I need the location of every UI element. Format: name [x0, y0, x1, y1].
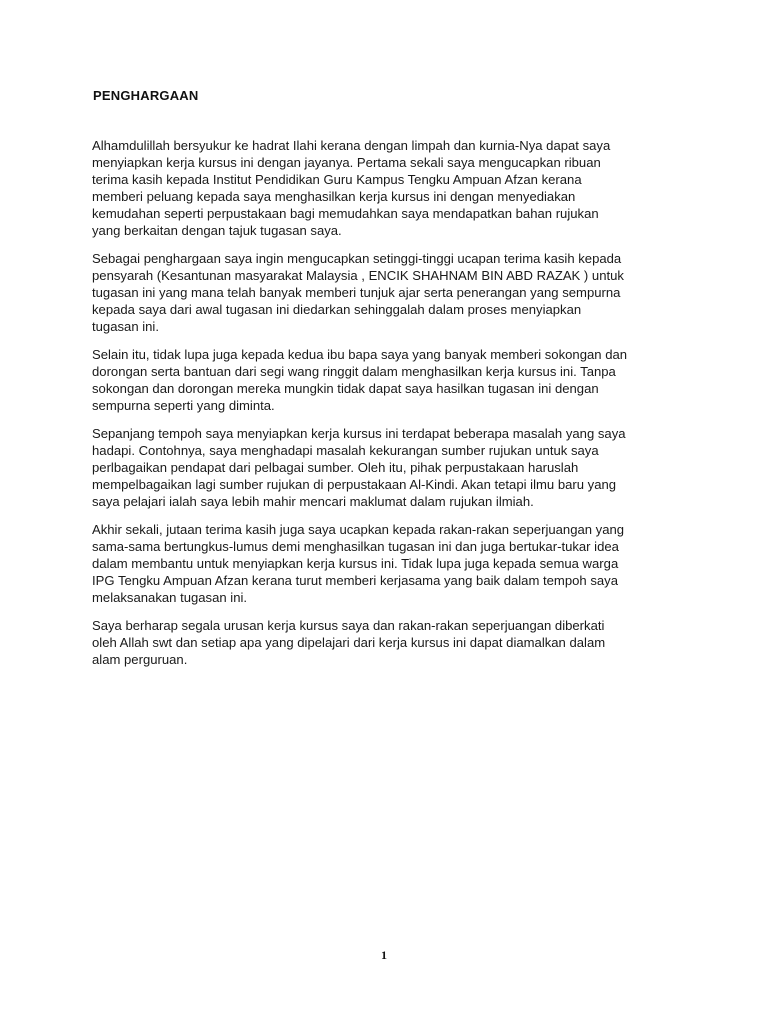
paragraph-4: Sepanjang tempoh saya menyiapkan kerja kursus ini terdapat beberapa masalah yang saya hadapi. Contohnya, saya menghadapi masalah kekurangan sumber rujukan untuk saya perlbagaikan pendapat dari pelbagai sumber. Oleh itu, pihak perpustakaan haruslah mempelbagaikan lagi sumber rujukan di perpustakaan Al-Kindi. Akan tetapi ilmu baru yang saya pelajari ialah saya lebih mahir mencari maklumat dalam rujukan ilmiah. [92, 426, 626, 509]
paragraph-3: Selain itu, tidak lupa juga kepada kedua ibu bapa saya yang banyak memberi sokongan dan dorongan serta bantuan dari segi wang ringgit dalam menghasilkan kerja kursus ini. Tanpa sokongan dan dorongan mereka mungkin tidak dapat saya hasilkan tugasan ini dengan sempurna seperti yang diminta. [92, 347, 628, 413]
document-body [92, 137, 682, 679]
paragraph-6: Saya berharap segala urusan kerja kursus saya dan rakan-rakan seperjuangan diberkati oleh Allah swt dan setiap apa yang dipelajari dari kerja kursus ini dapat diamalkan dalam alam perguruan. [92, 618, 606, 667]
paragraph-5: Akhir sekali, jutaan terima kasih juga saya ucapkan kepada rakan-rakan seperjuangan yang sama-sama bertungkus-lumus demi menghasilkan tugasan ini dan juga bertukar-tukar idea dalam membantu untuk menyiapkan kerja kursus ini. Tidak lupa juga kepada semua warga IPG Tengku Ampuan Afzan kerana turut memberi kerjasama yang baik dalam tempoh saya melaksanakan tugasan ini. [92, 522, 625, 605]
paragraph-2: Sebagai penghargaan saya ingin mengucapkan setinggi-tinggi ucapan terima kasih kepada pensyarah (Kesantunan masyarakat Malaysia , ENCIK SHAHNAM BIN ABD RAZAK ) untuk tugasan ini yang mana telah banyak memberi tunjuk ajar serta penerangan yang sempurna kepada saya dari awal tugasan ini diedarkan sehinggalah dalam proses menyiapkan tugasan ini. [92, 251, 624, 334]
page-number: 1 [381, 948, 387, 962]
document-heading: PENGHARGAAN [93, 88, 199, 103]
paragraph-1: Alhamdulillah bersyukur ke hadrat Ilahi kerana dengan limpah dan kurnia-Nya dapat saya menyiapkan kerja kursus ini dengan jayanya. Pertama sekali saya mengucapkan ribuan terima kasih kepada Institut Pendidikan Guru Kampus Tengku Ampuan Afzan kerana memberi peluang kepada saya menghasilkan kerja kursus ini dengan menyediakan kemudahan seperti perpustakaan bagi memudahkan saya mendapatkan bahan rujukan yang berkaitan dengan tajuk tugasan saya. [92, 138, 611, 238]
